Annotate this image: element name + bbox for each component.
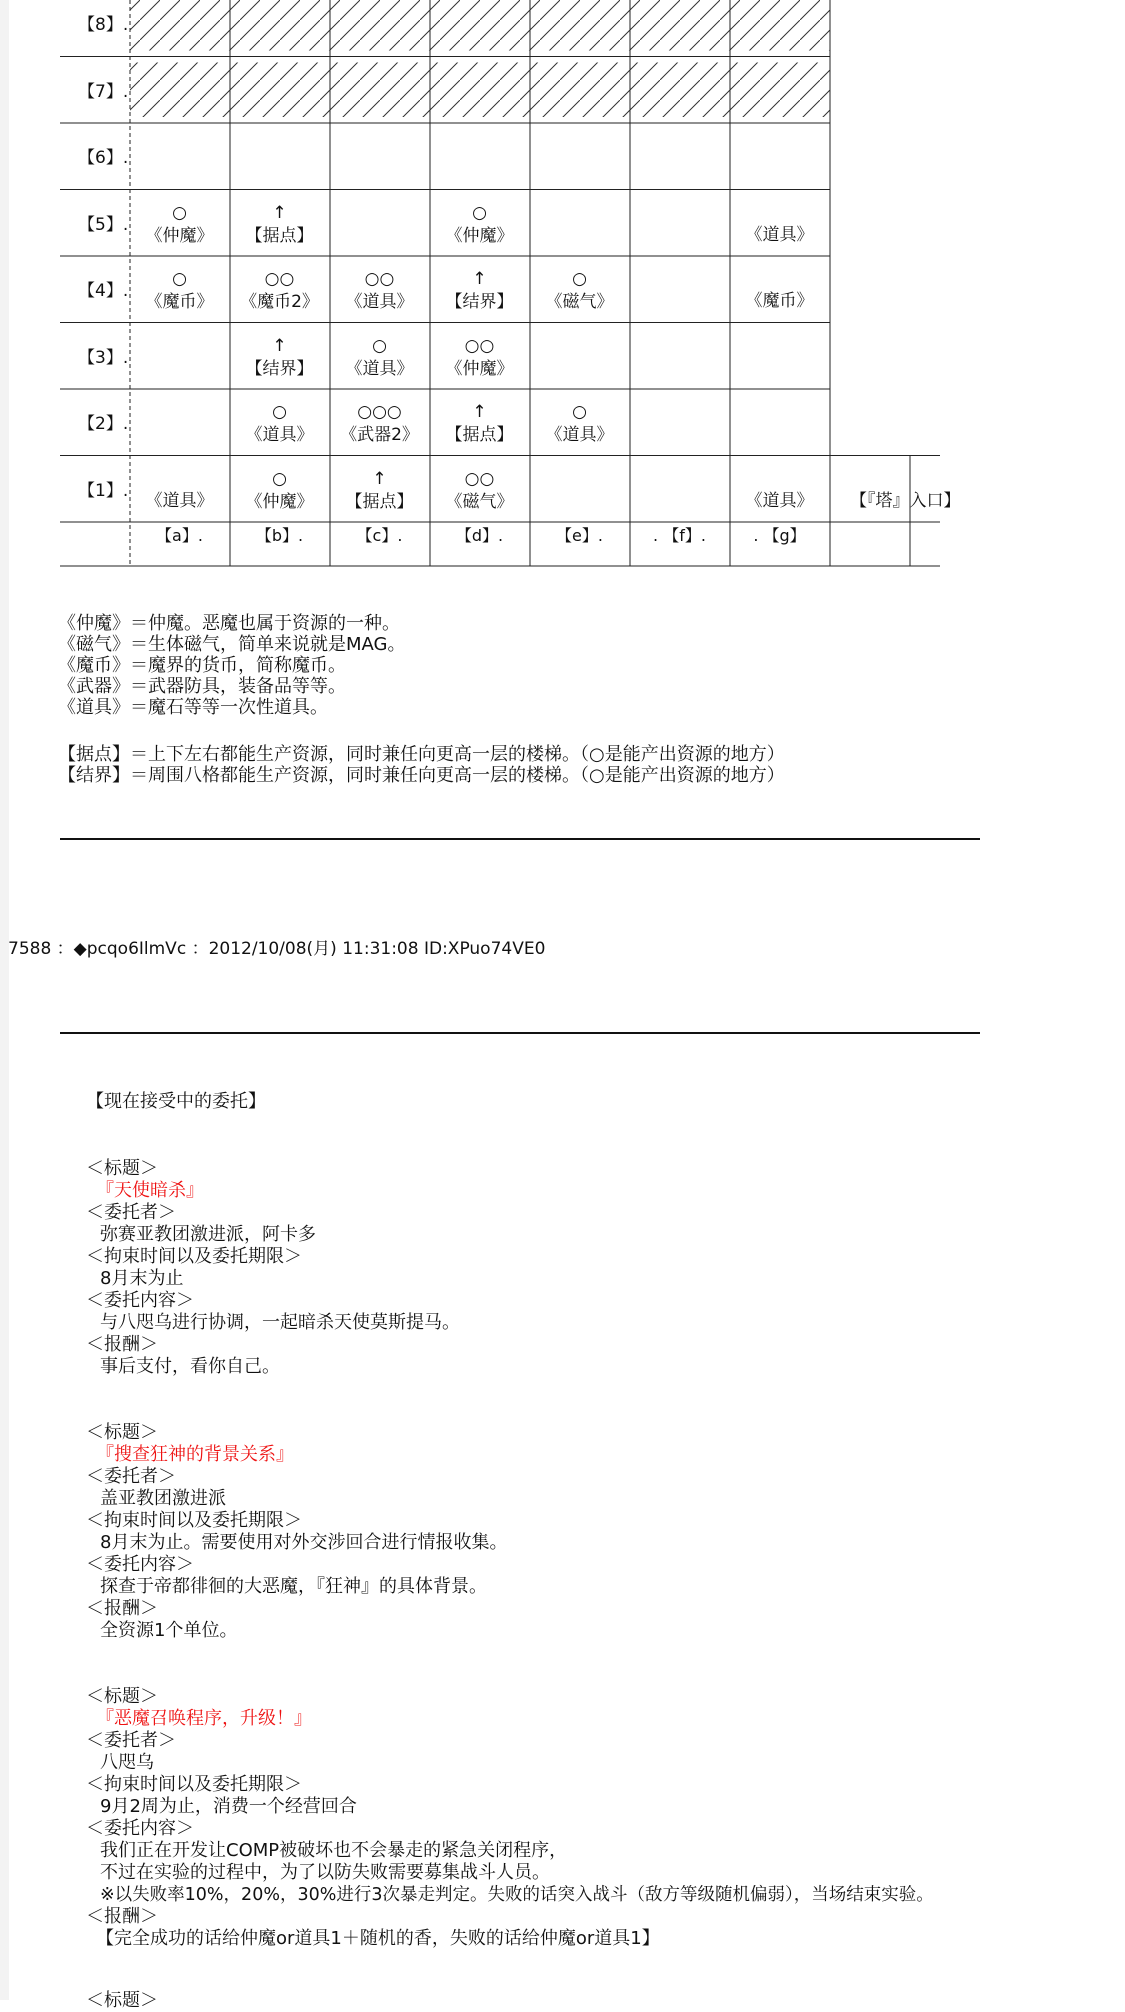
resource-marker: ↑ (272, 335, 287, 356)
resource-marker: ○ (472, 202, 487, 223)
quest-content: 探查于帝都徘徊的大恶魔，『狂神』的具体背景。 (100, 1576, 487, 1597)
legend-item: 《武器》＝武器防具，装备品等等。 (58, 676, 346, 697)
cell-label: 《道具》 (745, 490, 814, 511)
resource-marker: ○ (172, 202, 187, 223)
client-label: ＜委托者＞ (86, 1730, 176, 1751)
client-label: ＜委托者＞ (86, 1202, 176, 1223)
resource-marker: ○ (272, 468, 287, 489)
column-label: . 【f】. (653, 526, 706, 545)
client-label: ＜委托者＞ (86, 1466, 176, 1487)
quest-title: 『恶魔召唤程序，升级！』 (96, 1708, 312, 1729)
column-label: 【d】. (455, 526, 504, 545)
quest-content: 我们正在开发让COMP被破坏也不会暴走的紧急关闭程序， (100, 1840, 568, 1861)
map-cell (730, 290, 829, 313)
row-label: 【3】. (78, 347, 129, 368)
cell-label: 【据点】 (345, 491, 414, 512)
row-label: 【8】. (78, 15, 129, 35)
resource-marker: ○○ (464, 335, 495, 356)
map-cell (430, 335, 529, 381)
cell-label: 《魔币》 (745, 291, 814, 311)
content-label: ＜委托内容＞ (86, 1290, 194, 1311)
reward-label: ＜报酬＞ (86, 1598, 158, 1619)
row-label: 【2】. (78, 414, 129, 434)
title-label: ＜标题＞ (86, 1990, 158, 2011)
cell-label: 《武器2》 (340, 425, 419, 445)
quest-deadline: 9月2周为止，消费一个经营回合 (100, 1796, 357, 1817)
column-label: 【a】. (156, 526, 203, 545)
hatched-row (130, 63, 830, 118)
map-cell (430, 401, 529, 447)
cell-label: 《道具》 (345, 292, 414, 312)
cell-label: 《仲魔》 (145, 225, 214, 246)
quest-reward: 全资源1个单位。 (100, 1620, 238, 1641)
resource-marker: ○○○ (357, 402, 402, 422)
resource-marker: ↑ (472, 269, 487, 289)
cell-label: 《道具》 (745, 224, 814, 245)
map-cell (330, 468, 429, 514)
cell-label: 【结界】 (445, 292, 514, 312)
map-cell (130, 490, 229, 513)
row-label: 【4】. (78, 281, 129, 301)
map-cell (530, 401, 629, 447)
cell-label: 《仲魔》 (445, 358, 514, 379)
cell-label: 【据点】 (245, 225, 314, 246)
cell-label: 《磁气》 (545, 292, 614, 312)
reward-label: ＜报酬＞ (86, 1334, 158, 1355)
rule-stronghold: 【据点】＝上下左右都能生产资源，同时兼任向更高一层的楼梯。（○是能产出资源的地方） (58, 744, 785, 765)
map-cell (230, 335, 329, 381)
map-cell (730, 224, 829, 247)
row-label: 【6】. (78, 148, 129, 168)
map-cell (130, 202, 229, 248)
resource-marker: ↑ (372, 468, 387, 489)
quest-deadline: 8月末为止。需要使用对外交涉回合进行情报收集。 (100, 1532, 508, 1553)
divider (60, 838, 980, 840)
resource-marker: ○ (172, 269, 187, 289)
legend-item: 《仲魔》＝仲魔。恶魔也属于资源的一种。 (58, 613, 400, 634)
cell-label: 《磁气》 (445, 491, 514, 512)
quest-client: 八咫乌 (100, 1752, 154, 1773)
resource-marker: ○ (372, 335, 387, 356)
title-label: ＜标题＞ (86, 1158, 158, 1179)
divider (60, 1032, 980, 1034)
map-cell (130, 268, 229, 314)
legend-item: 《磁气》＝生体磁气，简单来说就是MAG。 (58, 634, 406, 655)
deadline-label: ＜拘束时间以及委托期限＞ (86, 1246, 302, 1267)
quest-client: 盖亚教团激进派 (100, 1488, 226, 1509)
deadline-label: ＜拘束时间以及委托期限＞ (86, 1510, 302, 1531)
map-cell (230, 401, 329, 447)
section-title: 【现在接受中的委托】 (86, 1091, 266, 1112)
resource-marker: ○○ (264, 269, 295, 289)
content-label: ＜委托内容＞ (86, 1818, 194, 1839)
resource-marker: ○ (272, 402, 287, 422)
column-label: . 【g】 (753, 526, 806, 545)
resource-marker: ↑ (472, 402, 487, 422)
cell-label: 《道具》 (145, 490, 214, 511)
quest-title: 『搜查狂神的背景关系』 (96, 1444, 294, 1465)
map-cell (230, 268, 329, 314)
map-cell (330, 268, 429, 314)
title-label: ＜标题＞ (86, 1422, 158, 1443)
quest-content: 与八咫乌进行协调，一起暗杀天使莫斯提马。 (100, 1312, 460, 1333)
quest-deadline: 8月末为止 (100, 1268, 184, 1289)
cell-label: 《道具》 (545, 425, 614, 445)
column-label: 【b】. (255, 526, 304, 545)
cell-label: 【『塔』入口】 (850, 490, 961, 511)
title-label: ＜标题＞ (86, 1686, 158, 1707)
map-cell (230, 202, 329, 248)
map-cell (430, 468, 529, 514)
legend-item: 《道具》＝魔石等等一次性道具。 (58, 697, 328, 718)
cell-label: 《魔币2》 (240, 292, 319, 312)
resource-marker: ○ (572, 269, 587, 289)
quest-reward: 【完全成功的话给仲魔or道具1＋随机的香，失败的话给仲魔or道具1】 (96, 1928, 660, 1949)
row-label: 【7】. (78, 81, 129, 102)
map-cell (330, 335, 429, 381)
quest-content: 不过在实验的过程中，为了以防失败需要募集战斗人员。 (100, 1862, 550, 1883)
column-label: 【e】. (556, 526, 603, 545)
map-cell (430, 268, 529, 314)
map-cell (230, 468, 329, 514)
content-label: ＜委托内容＞ (86, 1554, 194, 1575)
cell-label: 《仲魔》 (445, 225, 514, 246)
resource-marker: ↑ (272, 202, 287, 223)
resource-marker: ○○ (364, 269, 395, 289)
cell-label: 《魔币》 (145, 292, 214, 312)
map-cell (530, 268, 629, 314)
resource-marker: ○○ (464, 468, 495, 489)
cell-label: 【据点】 (445, 425, 514, 445)
cell-label: 《仲魔》 (245, 491, 314, 512)
quest-client: 弥赛亚教团激进派，阿卡多 (100, 1224, 316, 1245)
quest-title: 『天使暗杀』 (96, 1180, 204, 1201)
hatched-row (130, 0, 830, 51)
legend-item: 《魔币》＝魔界的货币，简称魔币。 (58, 655, 346, 676)
cell-label: 《道具》 (245, 425, 314, 445)
quest-content: ※以失败率10%，20%，30%进行3次暴走判定。失败的话突入战斗（敌方等级随机偏弱），当场结束实验。 (100, 1885, 934, 1905)
row-label: 【5】. (78, 214, 129, 235)
rule-barrier: 【结界】＝周围八格都能生产资源，同时兼任向更高一层的楼梯。（○是能产出资源的地方） (58, 765, 785, 786)
deadline-label: ＜拘束时间以及委托期限＞ (86, 1774, 302, 1795)
map-cell (850, 490, 960, 513)
cell-label: 《道具》 (345, 358, 414, 379)
map-cell (430, 202, 529, 248)
map-cell (330, 401, 429, 447)
post-header: 7588 ：◆pcqo6IlmVc ：2012/10/08(月) 11:31:08 ID:XPuo74VE0 (8, 939, 546, 959)
row-label: 【1】. (78, 480, 129, 501)
map-cell (730, 490, 829, 513)
column-label: 【c】. (356, 526, 403, 545)
quest-reward: 事后支付，看你自己。 (100, 1356, 280, 1377)
cell-label: 【结界】 (245, 358, 314, 379)
resource-marker: ○ (572, 402, 587, 422)
reward-label: ＜报酬＞ (86, 1906, 158, 1927)
